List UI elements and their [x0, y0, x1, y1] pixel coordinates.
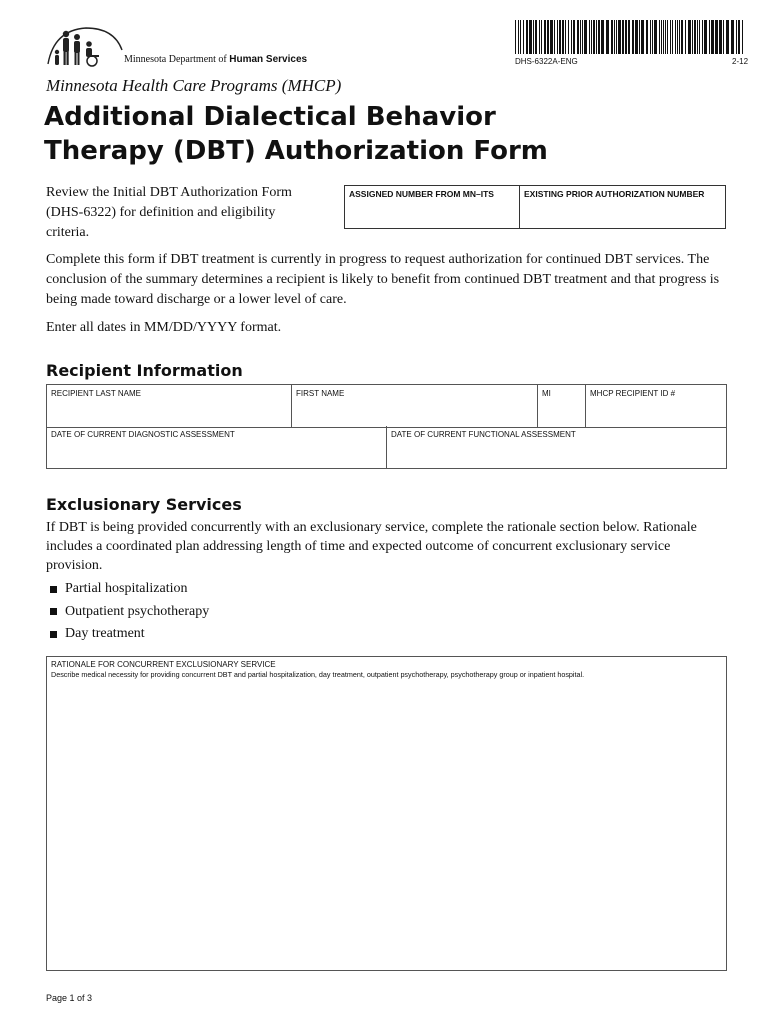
- functional-date-label: DATE OF CURRENT FUNCTIONAL ASSESSMENT: [391, 430, 576, 439]
- barcode-bar: [606, 20, 609, 54]
- bullet-square-icon: [50, 586, 57, 593]
- barcode-bar: [697, 20, 698, 54]
- barcode-bar: [557, 20, 558, 54]
- review-text: Review the Initial DBT Authorization Form (DHS-6322) for definition and eligibility criteria.: [46, 185, 292, 240]
- bullet-square-icon: [50, 608, 57, 615]
- last-name-field[interactable]: [47, 385, 292, 427]
- barcode-bar: [694, 20, 696, 54]
- list-item-label: Partial hospitalization: [65, 581, 188, 597]
- barcode-bar: [675, 20, 676, 54]
- barcode-bar: [628, 20, 630, 54]
- barcode-bar: [544, 20, 546, 54]
- barcode-bar: [577, 20, 579, 54]
- barcode-bar: [589, 20, 590, 54]
- exclusionary-text: If DBT is being provided concurrently with an exclusionary service, complete the rationale section below. Rationale includes a coordinated plan addressing length of time and expected outcome of concurrent exclusionary service provision.: [46, 520, 697, 573]
- barcode-bar: [632, 20, 634, 54]
- exclusionary-list: [46, 578, 209, 646]
- rationale-title: RATIONALE FOR CONCURRENT EXCLUSIONARY SERVICE: [51, 660, 276, 669]
- barcode-bar: [601, 20, 604, 54]
- barcode-bar: [688, 20, 691, 54]
- first-name-field[interactable]: [292, 385, 538, 427]
- barcode-bar: [526, 20, 528, 54]
- barcode-bar: [661, 20, 662, 54]
- barcode-bar: [562, 20, 564, 54]
- barcode-bar: [565, 20, 566, 54]
- date-format-note: Enter all dates in MM/DD/YYYY format.: [46, 320, 282, 335]
- barcode-bar: [547, 20, 549, 54]
- barcode-bar: [535, 20, 537, 54]
- barcode-bar: [584, 20, 587, 54]
- barcode-bar: [596, 20, 597, 54]
- page-title: Additional Dialectical Behavior Therapy (DBT) Authorization Form: [44, 102, 548, 166]
- barcode-bar: [692, 20, 693, 54]
- barcode-bar: [742, 20, 743, 54]
- middle-initial-label: MI: [542, 389, 551, 398]
- barcode-bar: [670, 20, 671, 54]
- barcode-bar: [568, 20, 569, 54]
- barcode-bar: [550, 20, 553, 54]
- barcode-bar: [641, 20, 644, 54]
- barcode-bar: [580, 20, 581, 54]
- recipient-id-field[interactable]: [586, 385, 726, 427]
- recipient-heading: Recipient Information: [46, 361, 243, 380]
- barcode-icon: [515, 20, 747, 54]
- barcode-bar: [533, 20, 534, 54]
- barcode-bar: [699, 20, 700, 54]
- barcode-bar: [679, 20, 680, 54]
- barcode-bar: [616, 20, 617, 54]
- barcode-bar: [726, 20, 729, 54]
- barcode-bar: [719, 20, 722, 54]
- first-name-label: FIRST NAME: [296, 389, 345, 398]
- barcode-bar: [559, 20, 561, 54]
- recipient-dates-row: [46, 426, 727, 469]
- barcode-bar: [518, 20, 519, 54]
- barcode-bar: [539, 20, 540, 54]
- barcode-bar: [702, 20, 703, 54]
- barcode-bar: [598, 20, 600, 54]
- recipient-name-row: [46, 384, 727, 428]
- assigned-number-label: ASSIGNED NUMBER FROM MN–ITS: [349, 189, 494, 199]
- rationale-description: Describe medical necessity for providing concurrent DBT and partial hospitalization, day treatment, outpatient psychotherapy, psychotherapy group or inpatient hospital.: [51, 670, 585, 679]
- barcode-bar: [667, 20, 668, 54]
- barcode-bar: [614, 20, 615, 54]
- barcode-bar: [582, 20, 583, 54]
- barcode-bar: [593, 20, 595, 54]
- barcode-bar: [704, 20, 707, 54]
- existing-pa-number-label: EXISTING PRIOR AUTHORIZATION NUMBER: [524, 189, 705, 199]
- barcode-bar: [625, 20, 627, 54]
- barcode-bar: [618, 20, 621, 54]
- form-revision: 2-12: [732, 57, 749, 66]
- barcode-bar: [715, 20, 718, 54]
- agency-name: [124, 54, 307, 65]
- barcode-bar: [523, 20, 524, 54]
- existing-pa-number-field[interactable]: [520, 186, 726, 229]
- barcode-bar: [573, 20, 575, 54]
- agency-bold: Human Services: [229, 54, 308, 65]
- barcode-bar: [731, 20, 734, 54]
- barcode-bar: [723, 20, 724, 54]
- diagnostic-date-label: DATE OF CURRENT DIAGNOSTIC ASSESSMENT: [51, 430, 235, 439]
- barcode-bar: [571, 20, 572, 54]
- barcode-bar: [681, 20, 683, 54]
- barcode-bar: [665, 20, 666, 54]
- barcode-bar: [635, 20, 638, 54]
- exclusionary-heading: Exclusionary Services: [46, 495, 242, 514]
- recipient-id-label: MHCP RECIPIENT ID #: [590, 389, 676, 398]
- functional-date-field[interactable]: [387, 426, 726, 468]
- list-item-label: Day treatment: [65, 626, 145, 642]
- barcode-bar: [663, 20, 664, 54]
- page-number: Page 1 of 3: [46, 993, 93, 1003]
- intro-paragraph: Complete this form if DBT treatment is currently in progress to request authorization for continued DBT services. The conclusion of the summary determines a recipient is likely to benefit from continued DBT treatment and that progress is being made toward discharge or a lower level of care.: [46, 252, 720, 307]
- diagnostic-date-field[interactable]: [47, 426, 387, 468]
- barcode-bar: [736, 20, 737, 54]
- barcode-bar: [529, 20, 532, 54]
- barcode-bar: [520, 20, 521, 54]
- barcode-bar: [672, 20, 673, 54]
- barcode-bar: [685, 20, 686, 54]
- barcode-bar: [677, 20, 678, 54]
- bullet-square-icon: [50, 631, 57, 638]
- barcode-bar: [639, 20, 640, 54]
- list-item: [46, 623, 209, 646]
- barcode-bar: [611, 20, 613, 54]
- barcode-bar: [650, 20, 651, 54]
- barcode-bar: [622, 20, 624, 54]
- agency-prefix: Minnesota Department of: [124, 54, 227, 65]
- middle-initial-field[interactable]: [538, 385, 586, 427]
- barcode-bar: [515, 20, 516, 54]
- program-name: Minnesota Health Care Programs (MHCP): [46, 76, 342, 95]
- barcode-bar: [659, 20, 660, 54]
- family-people-icon: [44, 24, 124, 68]
- list-item-label: Outpatient psychotherapy: [65, 603, 210, 619]
- list-item: [46, 578, 209, 601]
- assigned-number-field[interactable]: [345, 186, 520, 229]
- barcode-bar: [711, 20, 714, 54]
- barcode-bar: [738, 20, 740, 54]
- authorization-table: [344, 185, 726, 229]
- barcode-bar: [646, 20, 648, 54]
- form-number: DHS-6322A-ENG: [515, 57, 578, 66]
- list-item: [46, 601, 209, 624]
- barcode-bar: [652, 20, 653, 54]
- barcode-bar: [654, 20, 657, 54]
- rationale-field[interactable]: [46, 656, 727, 971]
- barcode-bar: [709, 20, 710, 54]
- barcode-bar: [541, 20, 542, 54]
- last-name-label: RECIPIENT LAST NAME: [51, 389, 141, 398]
- barcode-bar: [591, 20, 592, 54]
- barcode-bar: [554, 20, 555, 54]
